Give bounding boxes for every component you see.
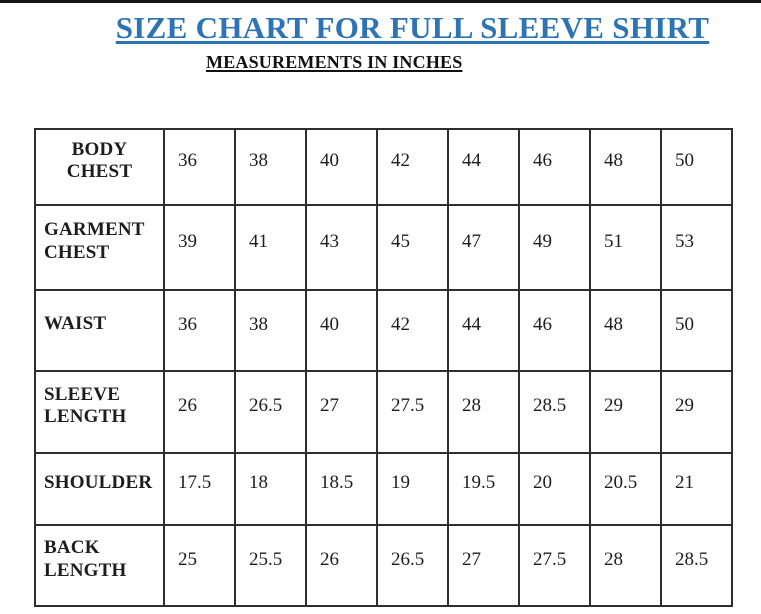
size-value-cell: 18.5: [306, 453, 377, 525]
table-row: [35, 290, 732, 371]
size-value-cell: 42: [377, 129, 448, 205]
size-value-cell: 45: [377, 205, 448, 290]
size-value-cell: 28.5: [519, 371, 590, 453]
size-value-cell: 47: [448, 205, 519, 290]
size-chart-body: [35, 129, 732, 606]
size-value-cell: 44: [448, 290, 519, 371]
size-value-cell: 39: [164, 205, 235, 290]
table-row: [35, 525, 732, 606]
row-label-cell: GARMENT CHEST: [35, 205, 164, 290]
row-label-cell: SLEEVE LENGTH: [35, 371, 164, 453]
size-value-cell: 27: [306, 371, 377, 453]
size-value-cell: 28: [590, 525, 661, 606]
size-value-cell: 41: [235, 205, 306, 290]
size-value-cell: 29: [590, 371, 661, 453]
size-value-cell: 36: [164, 290, 235, 371]
size-value-cell: 27.5: [377, 371, 448, 453]
row-label-cell: BODY CHEST: [35, 129, 164, 205]
window-top-edge: [0, 0, 761, 3]
size-value-cell: 25: [164, 525, 235, 606]
size-value-cell: 21: [661, 453, 732, 525]
size-value-cell: 44: [448, 129, 519, 205]
row-label-cell: BACK LENGTH: [35, 525, 164, 606]
size-value-cell: 26: [306, 525, 377, 606]
size-value-cell: 40: [306, 129, 377, 205]
size-value-cell: 20: [519, 453, 590, 525]
size-value-cell: 46: [519, 290, 590, 371]
size-value-cell: 17.5: [164, 453, 235, 525]
table-row: [35, 453, 732, 525]
size-value-cell: 48: [590, 129, 661, 205]
page-title: SIZE CHART FOR FULL SLEEVE SHIRT: [115, 10, 710, 45]
size-value-cell: 19.5: [448, 453, 519, 525]
size-value-cell: 43: [306, 205, 377, 290]
row-label-cell: SHOULDER: [35, 453, 164, 525]
size-value-cell: 49: [519, 205, 590, 290]
row-label-cell: WAIST: [35, 290, 164, 371]
page-subtitle: MEASUREMENTS IN INCHES: [206, 51, 463, 72]
size-value-cell: 18: [235, 453, 306, 525]
table-row: [35, 205, 732, 290]
table-row: [35, 371, 732, 453]
size-value-cell: 50: [661, 129, 732, 205]
size-value-cell: 38: [235, 290, 306, 371]
size-value-cell: 38: [235, 129, 306, 205]
size-value-cell: 26: [164, 371, 235, 453]
size-value-cell: 25.5: [235, 525, 306, 606]
size-value-cell: 27.5: [519, 525, 590, 606]
size-value-cell: 29: [661, 371, 732, 453]
size-value-cell: 46: [519, 129, 590, 205]
size-value-cell: 36: [164, 129, 235, 205]
size-value-cell: 42: [377, 290, 448, 371]
size-value-cell: 28: [448, 371, 519, 453]
size-value-cell: 26.5: [235, 371, 306, 453]
size-value-cell: 51: [590, 205, 661, 290]
size-value-cell: 53: [661, 205, 732, 290]
size-value-cell: 26.5: [377, 525, 448, 606]
table-row: [35, 129, 732, 205]
size-chart-table: [34, 128, 733, 607]
size-value-cell: 27: [448, 525, 519, 606]
size-value-cell: 28.5: [661, 525, 732, 606]
size-value-cell: 48: [590, 290, 661, 371]
size-value-cell: 20.5: [590, 453, 661, 525]
size-value-cell: 50: [661, 290, 732, 371]
size-value-cell: 40: [306, 290, 377, 371]
size-value-cell: 19: [377, 453, 448, 525]
